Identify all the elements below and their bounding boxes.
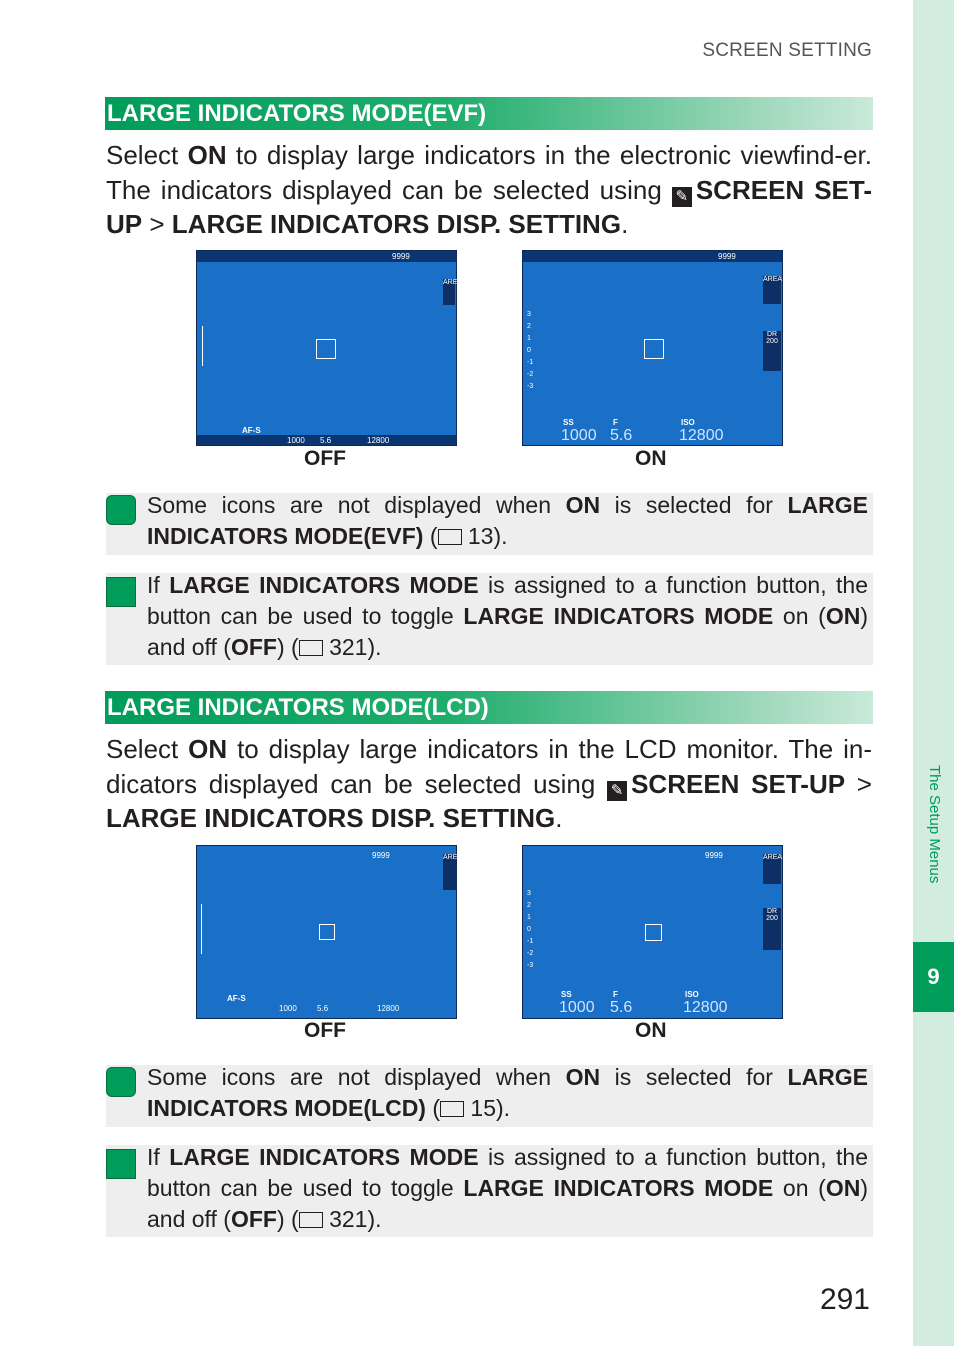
- note-part: is assigned to a function button, the button can be used to toggle: [147, 1144, 868, 1201]
- frames-remaining: 9999: [372, 851, 390, 860]
- focus-frame: [644, 339, 664, 359]
- book-icon: [299, 1212, 323, 1228]
- note-bold: LARGE INDICATORS MODE: [169, 1144, 479, 1170]
- note-part: ) and off (: [147, 603, 869, 660]
- lcd-off-screen: [196, 845, 463, 1019]
- screen-caption: ON: [635, 1019, 667, 1042]
- tip-note: [106, 573, 873, 665]
- menu-name: LARGE INDICATORS DISP. SETTING: [171, 209, 622, 239]
- chapter-number: 9: [913, 942, 954, 1012]
- f-label: F: [613, 990, 618, 999]
- screen-caption: OFF: [304, 447, 346, 470]
- scale-tick: 0: [527, 926, 531, 933]
- area-icon: [763, 854, 781, 884]
- focus-frame: [645, 924, 662, 941]
- body-text: Select: [106, 140, 179, 170]
- note-part: (: [432, 1095, 441, 1121]
- menu-name: LARGE INDICATORS DISP. SETTING: [106, 803, 556, 833]
- iso: 12800: [377, 1004, 400, 1013]
- caution-note: [106, 1065, 873, 1127]
- page-reference: 321: [329, 1206, 368, 1232]
- exposure-scale: [201, 904, 208, 954]
- af-mode: AF-S: [227, 994, 246, 1003]
- scale-tick: 1: [527, 914, 531, 921]
- dr-value: 200: [766, 338, 778, 345]
- shutter-speed: 1000: [559, 999, 595, 1016]
- page-reference: 321: [329, 634, 368, 660]
- iso: 12800: [367, 436, 390, 445]
- top-info-strip: [523, 251, 782, 262]
- note-part: on (: [782, 1175, 826, 1201]
- note-bold: ON: [825, 1175, 861, 1201]
- shutter-speed: 1000: [287, 436, 305, 445]
- exposure-scale: [202, 326, 209, 366]
- caution-note: [106, 493, 873, 555]
- menu-name: SCREEN SET-UP: [106, 174, 872, 239]
- camera-icon: ✎: [672, 187, 692, 207]
- focus-frame: [316, 339, 336, 359]
- note-bold: LARGE INDICATORS MODE: [463, 603, 774, 629]
- aperture: 5.6: [610, 427, 633, 444]
- body-text: to display large indicators in the electronic viewfind-er. The indicators displayed can be selected using: [106, 140, 872, 205]
- scale-tick: 0: [527, 347, 531, 354]
- book-icon: [438, 529, 462, 545]
- dr-label: DR: [766, 331, 778, 338]
- body-text: to display large indicators in the LCD monitor. The in-dicators displayed can be selected using: [106, 734, 872, 799]
- dynamic-range-icon: [763, 908, 781, 950]
- note-part: Some icons are not displayed when: [147, 492, 552, 518]
- scale-tick: -1: [527, 359, 534, 366]
- note-bold: LARGE INDICATORS MODE: [169, 572, 479, 598]
- note-bold: ON: [565, 492, 601, 518]
- body-bold: ON: [188, 734, 228, 764]
- pencil-icon: [106, 577, 136, 607]
- scale-tick: 3: [527, 890, 531, 897]
- note-part: is selected for: [614, 492, 773, 518]
- note-part: is assigned to a function button, the button can be used to toggle: [147, 572, 868, 629]
- note-part: (: [429, 523, 438, 549]
- scale-tick: -2: [527, 371, 534, 378]
- dr-label: DR: [766, 908, 778, 915]
- pencil-icon: [106, 1149, 136, 1179]
- note-part: ) (: [276, 634, 299, 660]
- note-part: ).: [493, 523, 508, 549]
- section-heading-evf: [105, 97, 873, 130]
- iso-label: ISO: [685, 990, 699, 999]
- section-title: LARGE INDICATORS MODE(LCD): [107, 694, 489, 721]
- tip-note: [106, 1145, 873, 1237]
- section-body-lcd: [106, 732, 872, 836]
- dynamic-range-icon: [763, 331, 781, 371]
- scale-tick: 2: [527, 323, 531, 330]
- iso: 12800: [683, 999, 728, 1016]
- running-header: SCREEN SETTING: [702, 40, 872, 61]
- punctuation: .: [555, 803, 563, 833]
- note-bold: ON: [825, 603, 861, 629]
- area-label: AREA: [763, 276, 783, 283]
- book-icon: [440, 1101, 464, 1117]
- scale-tick: -2: [527, 950, 534, 957]
- chapter-title: The Setup Menus: [926, 765, 943, 884]
- section-body-evf: [106, 138, 872, 242]
- menu-name: SCREEN SET-UP: [631, 768, 846, 799]
- note-text: [147, 1062, 868, 1124]
- dr-value: 200: [766, 915, 778, 922]
- note-bold: LARGE INDICATORS MODE(EVF): [147, 492, 869, 549]
- body-text: Select: [106, 734, 179, 764]
- af-mode: AF-S: [242, 426, 261, 435]
- shutter-speed: 1000: [279, 1004, 297, 1013]
- aperture: 5.6: [610, 999, 633, 1016]
- exclamation-icon: [106, 1067, 136, 1097]
- iso-label: ISO: [681, 418, 695, 427]
- punctuation: .: [621, 209, 629, 239]
- page-number: 291: [819, 1283, 870, 1316]
- page-reference: 13: [467, 523, 494, 549]
- area-icon: [763, 276, 781, 304]
- f-label: F: [613, 418, 618, 427]
- note-bold: LARGE INDICATORS MODE: [463, 1175, 774, 1201]
- area-label: AREA: [443, 854, 463, 861]
- note-part: ) (: [276, 1206, 299, 1232]
- iso: 12800: [679, 427, 724, 444]
- scale-tick: 1: [527, 335, 531, 342]
- page-reference: 15: [470, 1095, 497, 1121]
- camera-icon: ✎: [607, 781, 627, 801]
- scale-tick: -3: [527, 383, 534, 390]
- focus-frame: [319, 924, 335, 940]
- book-icon: [299, 640, 323, 656]
- frames-remaining: 9999: [718, 252, 736, 261]
- note-text: [147, 490, 868, 552]
- chapter-side-tab: [913, 0, 954, 1346]
- note-part: Some icons are not displayed when: [147, 1064, 552, 1090]
- scale-tick: 2: [527, 902, 531, 909]
- ss-label: SS: [561, 990, 572, 999]
- top-info-strip: [197, 251, 456, 262]
- frames-remaining: 9999: [705, 851, 723, 860]
- note-text: [147, 570, 868, 663]
- area-label: AREA: [763, 854, 783, 861]
- ss-label: SS: [563, 418, 574, 427]
- area-icon: [443, 854, 463, 890]
- exposure-scale: [527, 888, 541, 972]
- note-part: on (: [782, 603, 826, 629]
- screen-caption: OFF: [304, 1019, 346, 1042]
- menu-separator: >: [856, 768, 872, 799]
- section-title: LARGE INDICATORS MODE(EVF): [107, 100, 487, 127]
- note-part: If: [147, 1144, 160, 1170]
- note-bold: OFF: [230, 1206, 277, 1232]
- note-part: ).: [367, 1206, 382, 1232]
- shutter-speed: 1000: [561, 427, 597, 444]
- area-icon: [443, 279, 463, 305]
- note-part: ) and off (: [147, 1175, 869, 1232]
- screen-caption: ON: [635, 447, 667, 470]
- note-bold: LARGE INDICATORS MODE(LCD): [147, 1064, 869, 1121]
- exposure-scale: [527, 309, 541, 393]
- exclamation-icon: [106, 495, 136, 525]
- area-label: AREA: [443, 279, 463, 286]
- frames-remaining: 9999: [392, 252, 410, 261]
- aperture: 5.6: [320, 436, 332, 445]
- evf-off-screen: [196, 250, 463, 446]
- lcd-on-screen: [522, 845, 783, 1019]
- note-part: ).: [496, 1095, 511, 1121]
- body-bold: ON: [187, 140, 227, 170]
- scale-tick: -1: [527, 938, 534, 945]
- menu-separator: >: [149, 209, 165, 239]
- note-text: [147, 1142, 868, 1235]
- note-part: ).: [367, 634, 382, 660]
- section-heading-lcd: [105, 691, 873, 724]
- note-part: is selected for: [614, 1064, 773, 1090]
- note-part: If: [147, 572, 160, 598]
- note-bold: OFF: [230, 634, 277, 660]
- scale-tick: -3: [527, 962, 534, 969]
- evf-on-screen: [522, 250, 783, 446]
- note-bold: ON: [565, 1064, 601, 1090]
- aperture: 5.6: [317, 1004, 329, 1013]
- scale-tick: 3: [527, 311, 531, 318]
